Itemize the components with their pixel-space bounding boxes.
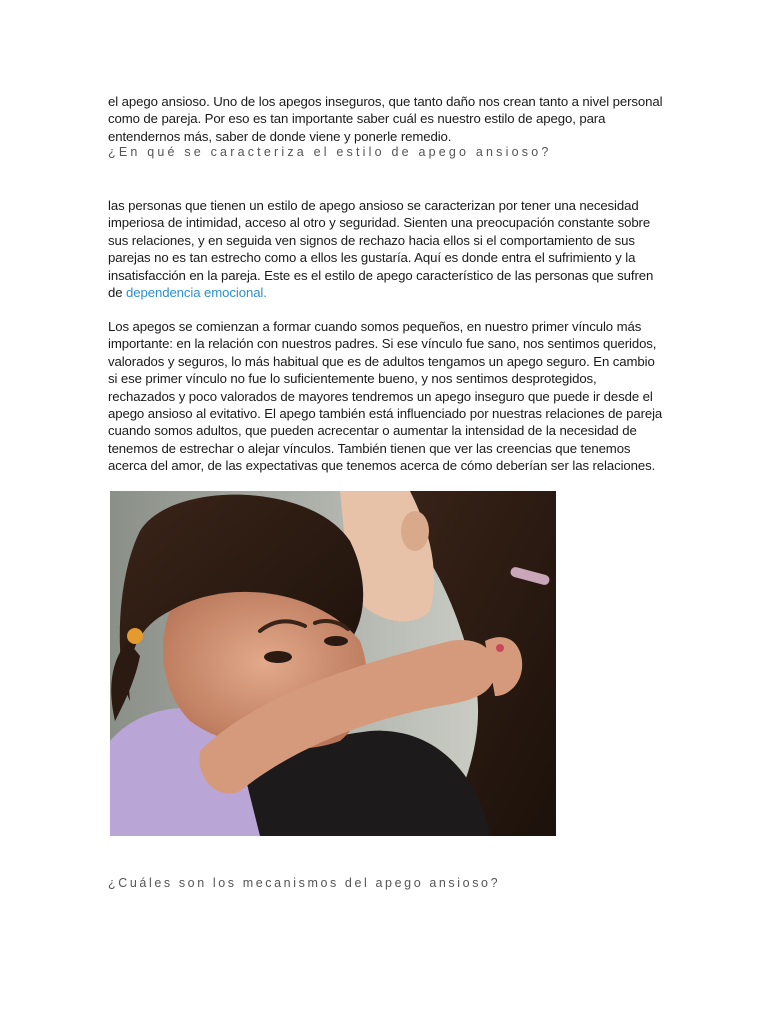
origins-paragraph: Los apegos se comienzan a formar cuando somos pequeños, en nuestro primer vínculo más importante: en la relación con nuestros padres. Si ese vínculo fue sano, nos sentimos queridos, valorados y seguros, lo más habitual que es de adultos tengamos un apego seguro. En cambio si ese primer vínculo no fue lo suficientemente bueno, y nos sentimos desprotegidos, rechazados y poco valorados de mayores tendremos un apego inseguro que puede ir desde el apego ansioso al evitativo. El apego también está influenciado por nuestras relaciones de pareja cuando somos adultos, que pueden acrecentar o aumentar la intensidad de la necesidad de tenemos de estrechar o alejar vínculos. También tienen que ver las creencias que tenemos acerca del amor, de las expectativas que tenemos acerca de cómo deberían ser las relaciones. xyxy=(108,319,663,474)
section-heading-mechanisms: ¿Cuáles son los mecanismos del apego ansioso? xyxy=(108,876,501,890)
dependencia-emocional-link[interactable]: dependencia emocional. xyxy=(126,285,267,301)
characteristics-text: las personas que tienen un estilo de apego ansioso se caracterizan por tener una necesidad imperiosa de intimidad, acceso al otro y seguridad. Sienten una preocupación constante sobre sus relaciones, y en seguida ven signos de rechazo hacia ellos si el comportamiento de sus parejas no es tan estrecho como a ellos les gustaría. Aquí es donde entra el sufrimiento y la insatisfacción en la pareja. Este es el estilo de apego característico de las personas que sufren de xyxy=(108,198,654,301)
characteristics-paragraph xyxy=(108,197,664,301)
child-hugging-mother-photo xyxy=(110,491,556,836)
section-heading-characteristics: ¿En qué se caracteriza el estilo de apego ansioso? xyxy=(108,145,552,159)
intro-paragraph: el apego ansioso. Uno de los apegos inseguros, que tanto daño nos crean tanto a nivel personal como de pareja. Por eso es tan importante saber cuál es nuestro estilo de apego, para entendernos más, saber de donde viene y ponerle remedio. xyxy=(108,94,663,144)
